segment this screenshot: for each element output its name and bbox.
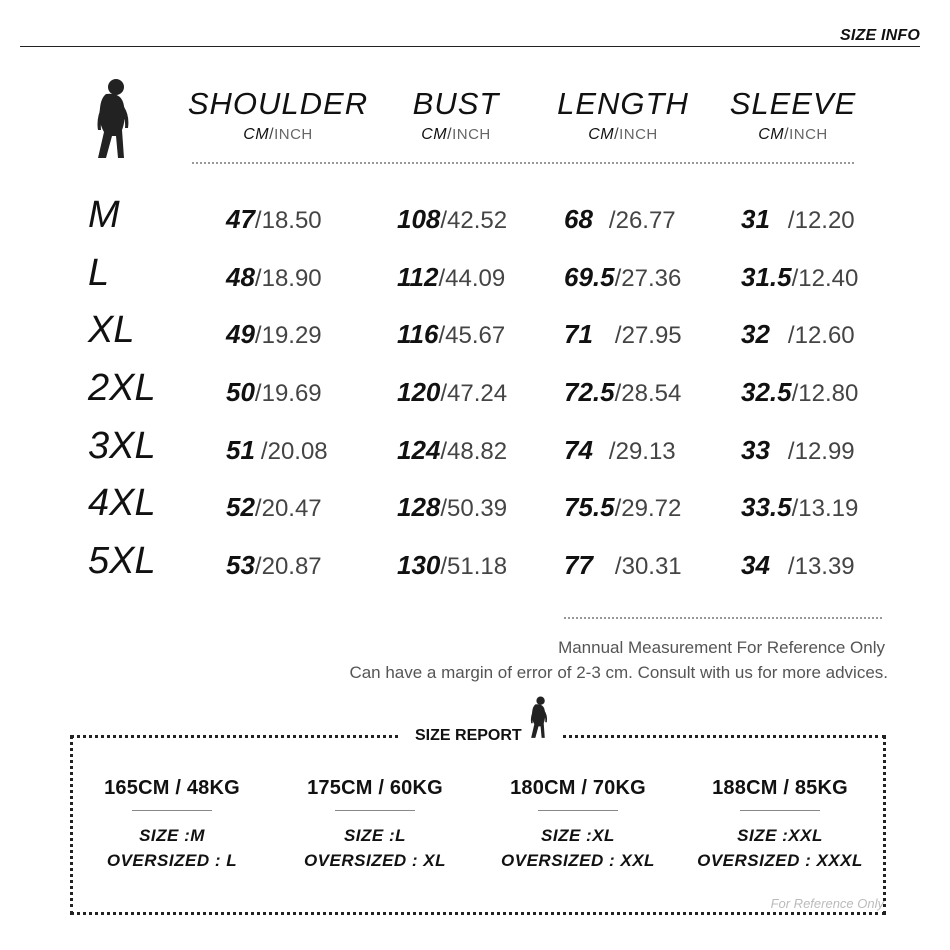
ape-figure-icon	[528, 694, 550, 742]
height-weight: 188CM / 85KG	[712, 777, 848, 799]
height-weight: 175CM / 60KG	[307, 777, 443, 799]
table-row	[0, 193, 950, 245]
recommended-size: SIZE :XXL	[737, 826, 823, 845]
header-rule	[20, 46, 920, 47]
oversized-size: OVERSIZED : XXXL	[697, 851, 863, 870]
report-divider	[335, 810, 415, 811]
size-label: 4XL	[88, 482, 156, 524]
size-info-title: SIZE INFO	[839, 27, 920, 44]
table-row	[0, 366, 950, 418]
shoulder-value: 51 /20.08	[226, 435, 328, 465]
report-item	[275, 777, 475, 873]
bust-value: 112/44.09	[397, 262, 506, 292]
column-header-sleeve	[693, 86, 893, 144]
table-row	[0, 308, 950, 360]
recommended-size: SIZE :L	[343, 826, 407, 845]
sleeve-value: 31.5/12.40	[741, 262, 859, 292]
length-value: 75.5/29.72	[564, 492, 682, 522]
length-value: 68 /26.77	[564, 204, 676, 234]
table-row	[0, 539, 950, 591]
size-label: 5XL	[88, 540, 156, 582]
size-label: 3XL	[88, 425, 156, 467]
note-dotted-divider	[564, 617, 882, 619]
report-divider	[740, 810, 820, 811]
table-row	[0, 251, 950, 303]
oversized-size: OVERSIZED : L	[106, 851, 238, 870]
length-value: 77 /30.31	[564, 550, 682, 580]
measurement-note: Mannual Measurement For Reference Only	[558, 638, 885, 657]
column-unit: CM/INCH	[588, 126, 658, 143]
sleeve-value: 33.5/13.19	[741, 492, 859, 522]
sleeve-value: 31 /12.20	[741, 204, 855, 234]
size-label: M	[88, 194, 120, 236]
bust-value: 108/42.52	[397, 204, 508, 234]
report-item	[478, 777, 678, 873]
column-unit: CM/INCH	[421, 126, 491, 143]
height-weight: 165CM / 48KG	[104, 777, 240, 799]
report-divider	[132, 810, 212, 811]
report-divider	[538, 810, 618, 811]
sleeve-value: 34 /13.39	[741, 550, 855, 580]
shoulder-value: 53/20.87	[226, 550, 322, 580]
recommended-size: SIZE :XL	[541, 826, 615, 845]
column-unit: CM/INCH	[243, 126, 313, 143]
size-label: L	[88, 252, 110, 294]
recommended-size: SIZE :M	[139, 826, 205, 845]
length-value: 72.5/28.54	[564, 377, 682, 407]
column-title: SHOULDER	[187, 86, 369, 121]
report-item	[72, 777, 272, 873]
column-unit: CM/INCH	[758, 126, 828, 143]
ape-figure-icon	[92, 78, 134, 162]
report-item	[680, 777, 880, 873]
sleeve-value: 33 /12.99	[741, 435, 855, 465]
shoulder-value: 47/18.50	[226, 204, 322, 234]
bust-value: 116/45.67	[397, 319, 506, 349]
sleeve-value: 32 /12.60	[741, 319, 855, 349]
sleeve-value: 32.5/12.80	[741, 377, 859, 407]
bust-value: 120/47.24	[397, 377, 508, 407]
margin-note: Can have a margin of error of 2-3 cm. Consult with us for more advices.	[349, 663, 888, 682]
table-row	[0, 481, 950, 533]
column-title: LENGTH	[557, 86, 689, 121]
height-weight: 180CM / 70KG	[510, 777, 646, 799]
size-label: 2XL	[88, 367, 156, 409]
size-label: XL	[88, 309, 135, 351]
shoulder-value: 50/19.69	[226, 377, 322, 407]
bust-value: 124/48.82	[397, 435, 508, 465]
length-value: 71 /27.95	[564, 319, 682, 349]
column-title: SLEEVE	[729, 86, 857, 121]
bust-value: 130/51.18	[397, 550, 508, 580]
column-header-shoulder	[178, 86, 378, 144]
bust-value: 128/50.39	[397, 492, 508, 522]
shoulder-value: 52/20.47	[226, 492, 322, 522]
length-value: 74 /29.13	[564, 435, 676, 465]
oversized-size: OVERSIZED : XXL	[501, 851, 655, 870]
oversized-size: OVERSIZED : XL	[303, 851, 447, 870]
header-dotted-divider	[192, 162, 854, 164]
size-report-title: SIZE REPORT	[415, 727, 522, 744]
shoulder-value: 48/18.90	[226, 262, 322, 292]
shoulder-value: 49/19.29	[226, 319, 322, 349]
length-value: 69.5/27.36	[564, 262, 682, 292]
table-row	[0, 424, 950, 476]
report-footer-note: For Reference Only	[770, 896, 884, 911]
column-title: BUST	[412, 86, 500, 121]
